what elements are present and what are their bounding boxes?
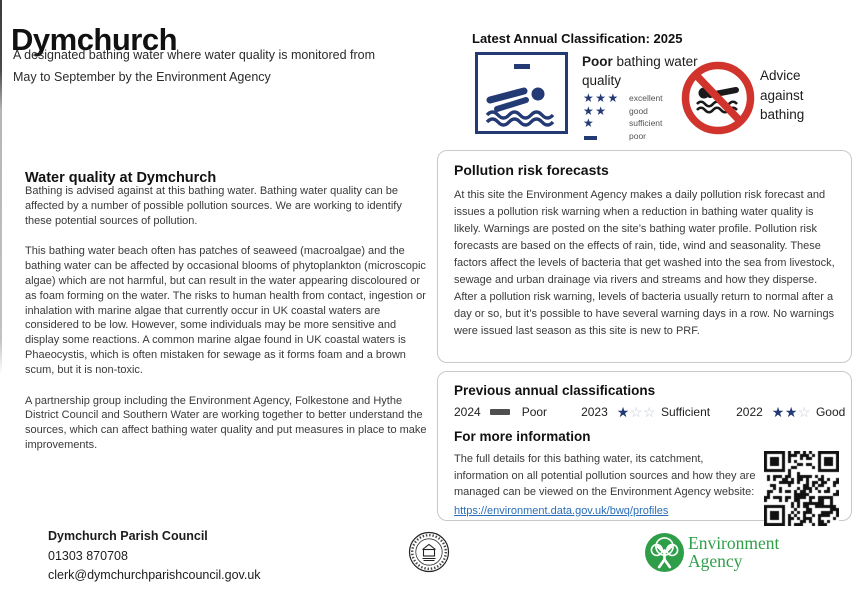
poor-dash-icon xyxy=(490,409,510,415)
page-edge-artifact xyxy=(0,0,2,374)
classification-2023: 2023 ★☆☆ Sufficient xyxy=(581,404,711,420)
previous-classifications-row xyxy=(454,404,846,420)
qr-code xyxy=(764,451,839,531)
environment-agency-logo-icon xyxy=(645,533,684,572)
council-contact-block xyxy=(48,527,261,586)
rating-suffix: bathing water quality xyxy=(582,54,698,88)
profiles-link[interactable]: https://environment.data.gov.uk/bwq/profiles xyxy=(454,504,669,517)
poor-dash-icon xyxy=(584,136,597,140)
latest-classification-heading: Latest Annual Classification: 2025 xyxy=(472,31,683,46)
star-rating-icon: ★★☆ xyxy=(771,404,811,420)
environment-agency-wordmark: Environment Agency xyxy=(688,533,780,571)
water-quality-paragraph-1: Bathing is advised against at this bathing water. Bathing water quality can be affected by a number of possible pollution sources. We are working to identify these potential sources of pollution. xyxy=(25,185,402,227)
star-rating-icon: ★☆☆ xyxy=(616,404,656,420)
legend-row-poor: poor xyxy=(583,130,663,143)
star-rating-legend xyxy=(583,92,663,142)
more-information-heading: For more information xyxy=(454,429,591,444)
pollution-risk-panel xyxy=(437,150,852,363)
more-information-body: The full details for this bathing water, its catchment, information on all potential pollution sources and how they are managed can be viewed on the Environment Agency website: https://environment.data.gov.uk/bwq/profiles xyxy=(454,451,756,531)
pollution-risk-heading: Pollution risk forecasts xyxy=(454,162,609,178)
no-swimming-icon xyxy=(681,61,755,135)
rating-value: Poor xyxy=(582,54,613,69)
parish-council-seal-icon xyxy=(408,531,450,573)
one-star-icon: ★ xyxy=(583,116,596,131)
council-name: Dymchurch Parish Council xyxy=(48,529,208,543)
water-quality-heading: Water quality at Dymchurch xyxy=(25,170,217,187)
water-quality-paragraph-2: This bathing water beach often has patches of seaweed (macroalgae) and the bathing water can be affected by occasional blooms of phytoplankton (microscopic algae) which are not harmful, but can result in the water appearing discoloured or as foam forming on the water. The risks to human health from contact, ingestion or inhalation with marine algae that currently occur in UK coastal waters are considered to be low. However, some individuals may be more sensitive and display some reactions. A common marine algae found in UK coastal waters is Phaeocystis, which is often mistaken for sewage as it forms foam and a brown scum, but it is non-toxic. xyxy=(25,245,426,376)
previous-classifications-panel xyxy=(437,371,852,521)
council-email: clerk@dymchurchparishcouncil.gov.uk xyxy=(48,568,261,582)
legend-row-excellent: ★★★ excellent xyxy=(583,91,663,106)
page-subtitle: A designated bathing water where water quality is monitored from May to September by the Environment Agency xyxy=(13,47,375,84)
classification-2022: 2022 ★★☆ Good xyxy=(736,404,846,420)
water-quality-body xyxy=(25,184,429,469)
page-title: Dymchurch xyxy=(11,21,178,57)
legend-row-sufficient: ★ sufficient xyxy=(583,116,663,131)
three-stars-icon: ★★★ xyxy=(583,91,620,106)
swimmer-icon xyxy=(478,55,565,131)
council-phone: 01303 870708 xyxy=(48,548,128,563)
pollution-risk-body: At this site the Environment Agency makes a daily pollution risk forecast and issues a pollution risk warning when a reduction in bathing water quality is likely. Warnings are posted on the site’s bathing water profile. Pollution risk forecasts are based on the effects of rain, tide, wind and seasonality. These factors affect the levels of bacteria that get washed into the sea from livestock, sewage and urban drainage via rivers and streams and how they disperse. After a pollution risk warning, levels of bacteria usually return to normal after a day or so, but it’s possible to have several warning days in a row. No warnings were issued last season as this site is new to PRF. xyxy=(454,189,835,337)
bathing-water-classification-icon xyxy=(475,52,568,134)
previous-classifications-heading: Previous annual classifications xyxy=(454,383,656,398)
classification-2024: 2024 Poor xyxy=(454,405,548,419)
legend-row-good: ★★ good xyxy=(583,103,648,118)
advice-against-bathing-text: Advice against bathing xyxy=(760,68,805,122)
water-quality-paragraph-3: A partnership group including the Environment Agency, Folkestone and Hythe District Council and Southern Water are working together to better understand the sources, which can affect bathing water quality and put measures in place to make improvements. xyxy=(25,394,427,451)
two-stars-icon: ★★ xyxy=(583,103,608,118)
